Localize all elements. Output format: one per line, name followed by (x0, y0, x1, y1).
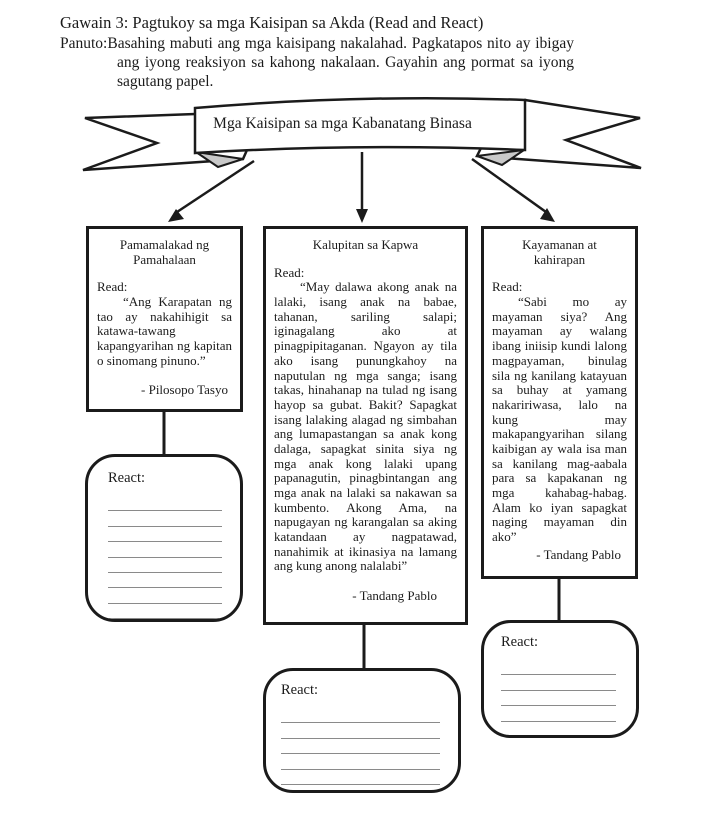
blank-answer-line (108, 604, 222, 619)
topic-title: Kalupitan sa Kapwa (312, 237, 419, 252)
topic-title: Kayamanan at kahirapan (522, 237, 597, 267)
read-label: Read: (97, 279, 128, 295)
arrow-right-shaft (472, 159, 546, 212)
blank-answer-line (281, 708, 440, 723)
blank-answer-lines (501, 660, 616, 737)
blank-answer-line (108, 542, 222, 557)
read-box-kalupitan-sa-kapwa (263, 226, 468, 625)
react-box-1 (85, 454, 243, 622)
arrow-left-shaft (177, 161, 254, 212)
blank-answer-line (108, 558, 222, 573)
quote-attribution: - Tandang Pablo (352, 588, 437, 604)
quote-attribution: - Pilosopo Tasyo (141, 381, 228, 397)
blank-answer-line (281, 754, 440, 769)
topic-title: Pamamalakad ng Pamahalaan (119, 237, 210, 267)
quote-text: “May dalawa akong anak na lalaki, isang anak na babae, tahanan, sariling salapi; iginagalang ako at pinagpipitaganan. Ngayon ay tila ako isang punungkahoy na naputulan ng mga sanga; isang takas, hinahanap na tulad ng isang hayop sa gubat. Bakit? Sapagkat isang lalaking alagad ng simbahan ang lumapastangan sa anak kong dalaga, sapagkat sinita siya ng mga anak kong lalaki upang papanagutin, pinagbintangan ang mga anak na lalaki sa nakawan sa kumbento. Akong Ama, na napugayan ng karangalan sa aking katandaan ay nagpatawad, nanahimik at ikinasiya na lamang ang kung anong nalalabi” (274, 279, 457, 574)
blank-answer-line (108, 511, 222, 526)
blank-answer-line (108, 527, 222, 542)
blank-answer-line (501, 660, 616, 675)
blank-answer-line (281, 770, 440, 785)
blank-answer-line (281, 723, 440, 738)
page-title: Gawain 3: Pagtukoy sa mga Kaisipan sa Akda (Read and React) (60, 13, 484, 32)
read-label: Read: (492, 279, 523, 295)
blank-answer-line (281, 739, 440, 754)
react-label: React: (501, 634, 539, 650)
read-box-pamamalakad-ng-pamahalaan (86, 226, 243, 412)
quote-text: “Sabi mo ay mayaman siya? Ang mayaman ay walang ibang iniisip kundi lalong magpayaman, binulag sila ng kanilang katayuan sa buhay at yamang nakaririwasa, lalo na kung may makapangyarihan silang kaibigan ay wala isa man sa kanilang mag-aabala para sa kapakanan ng mga kahabag-habag. Alam ko iyan sapagkat naging mayaman din ako” (492, 294, 627, 545)
blank-answer-lines (281, 708, 440, 785)
blank-answer-line (501, 722, 616, 737)
read-box-kayamanan-at-kahirapan (481, 226, 638, 579)
react-label: React: (108, 470, 146, 486)
react-box-3 (481, 620, 639, 738)
instructions-line-3: sagutang papel. (117, 73, 214, 90)
quote-attribution: - Tandang Pablo (536, 546, 621, 562)
blank-answer-line (501, 691, 616, 706)
blank-answer-line (501, 706, 616, 721)
instructions-line-1: Panuto:Basahing mabuti ang mga kaisipang nakalahad. Pagkatapos nito ay ibigay (60, 35, 574, 52)
banner-title: Mga Kaisipan sa mga Kabanatang Binasa (213, 115, 472, 132)
blank-answer-line (501, 675, 616, 690)
blank-answer-line (108, 496, 222, 511)
read-label: Read: (274, 264, 305, 280)
blank-answer-line (108, 573, 222, 588)
react-box-2 (263, 668, 461, 793)
instructions-line-2: ang iyong reaksiyon sa kahong nakalaan. Gayahin ang pormat sa iyong (117, 54, 574, 71)
blank-answer-lines (108, 496, 222, 619)
arrow-center-head (356, 209, 368, 223)
quote-text: “Ang Karapatan ng tao ay nakahihigit sa katawa-tawang kapangyarihan ng kapitan o sinomang pinuno.” (97, 294, 232, 368)
arrow-left-head (168, 209, 184, 222)
blank-answer-line (108, 588, 222, 603)
react-label: React: (281, 682, 319, 698)
